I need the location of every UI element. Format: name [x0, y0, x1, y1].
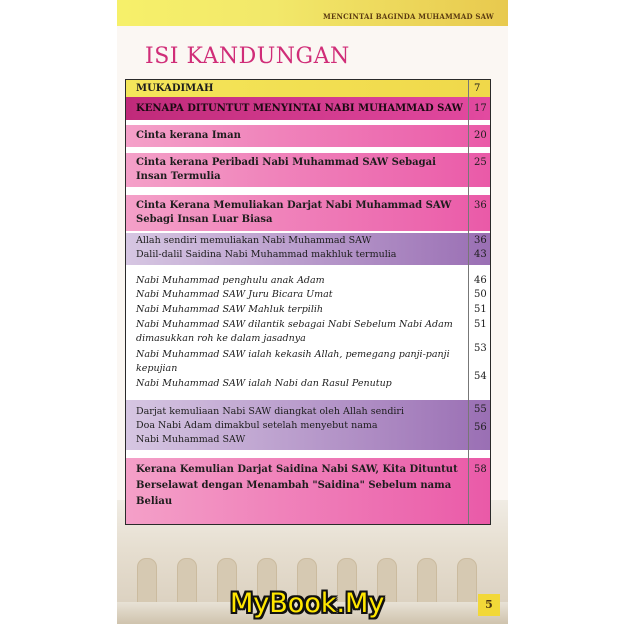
toc-page: 7	[474, 83, 481, 94]
watermark-logo: MyBook.My	[230, 588, 385, 619]
toc-page: 50	[474, 289, 487, 300]
toc-page: 56	[474, 422, 487, 433]
toc-label: KENAPA DITUNTUT MENYINTAI NABI MUHAMMAD SAW	[136, 103, 463, 114]
arch-decoration	[177, 558, 197, 604]
toc-row-peribadi[interactable]	[126, 153, 490, 187]
toc-row-kenapa[interactable]	[126, 97, 490, 120]
page-column-divider	[468, 80, 469, 524]
toc-row-saidina[interactable]	[126, 458, 490, 524]
toc-label: Nabi Muhammad SAW dilantik sebagai Nabi Sebelum Nabi Adam	[136, 319, 453, 330]
toc-page: 51	[474, 319, 487, 330]
toc-label: Berselawat dengan Menambah "Saidina" Sebelum nama	[136, 480, 452, 491]
arch-decoration	[417, 558, 437, 604]
toc-label: Insan Termulia	[136, 171, 221, 182]
toc-page: 55	[474, 404, 487, 415]
toc-page: 51	[474, 304, 487, 315]
toc-label: Sebagi Insan Luar Biasa	[136, 214, 273, 225]
toc-label: Kerana Kemulian Darjat Saidina Nabi SAW, Kita Dituntut	[136, 464, 458, 475]
table-of-contents	[125, 79, 491, 525]
toc-label: dimasukkan roh ke dalam jasadnya	[136, 333, 306, 344]
toc-label: Nabi Muhammad SAW	[136, 434, 246, 445]
toc-page: 36	[474, 235, 487, 246]
toc-page: 43	[474, 249, 487, 260]
toc-page: 17	[474, 103, 487, 114]
toc-label: kepujian	[136, 363, 178, 374]
toc-section-lavender-2	[126, 400, 490, 450]
arch-decoration	[137, 558, 157, 604]
toc-row-memuliakan[interactable]	[126, 195, 490, 231]
toc-page: 54	[474, 371, 487, 382]
toc-label: Dalil-dalil Saidina Nabi Muhammad makhluk termulia	[136, 249, 397, 260]
toc-page: 25	[474, 157, 487, 168]
toc-label: Doa Nabi Adam dimakbul setelah menyebut nama	[136, 420, 378, 431]
toc-label: Cinta kerana Iman	[136, 130, 241, 141]
toc-section-italic	[126, 265, 490, 400]
toc-label: Allah sendiri memuliakan Nabi Muhammad SAW	[136, 235, 372, 246]
toc-label: Nabi Muhammad penghulu anak Adam	[136, 275, 325, 286]
arch-decoration	[457, 558, 477, 604]
toc-label: Beliau	[136, 496, 173, 507]
toc-page: 58	[474, 464, 487, 475]
toc-label: Nabi Muhammad SAW Mahluk terpilih	[136, 304, 324, 315]
toc-page: 53	[474, 343, 487, 354]
toc-section-lavender-1	[126, 233, 490, 265]
toc-label: Nabi Muhammad SAW Juru Bicara Umat	[136, 289, 333, 300]
toc-label: Nabi Muhammad SAW ialah Nabi dan Rasul Penutup	[136, 378, 392, 389]
page-title: ISI KANDUNGAN	[145, 44, 350, 69]
top-banner	[117, 0, 508, 26]
toc-row-mukadimah[interactable]	[126, 80, 490, 97]
toc-label: Cinta Kerana Memuliakan Darjat Nabi Muhammad SAW	[136, 200, 452, 211]
toc-label: Nabi Muhammad SAW ialah kekasih Allah, pemegang panji-panji	[136, 349, 450, 360]
toc-page: 36	[474, 200, 487, 211]
toc-row-iman[interactable]	[126, 125, 490, 147]
running-title: MENCINTAI BAGINDA MUHAMMAD SAW	[323, 12, 494, 21]
toc-page: 46	[474, 275, 487, 286]
toc-label: Darjat kemuliaan Nabi SAW diangkat oleh Allah sendiri	[136, 406, 405, 417]
page-number: 5	[478, 594, 500, 616]
toc-label: Cinta kerana Peribadi Nabi Muhammad SAW Sebagai	[136, 157, 436, 168]
toc-label: MUKADIMAH	[136, 83, 214, 94]
toc-page: 20	[474, 130, 487, 141]
